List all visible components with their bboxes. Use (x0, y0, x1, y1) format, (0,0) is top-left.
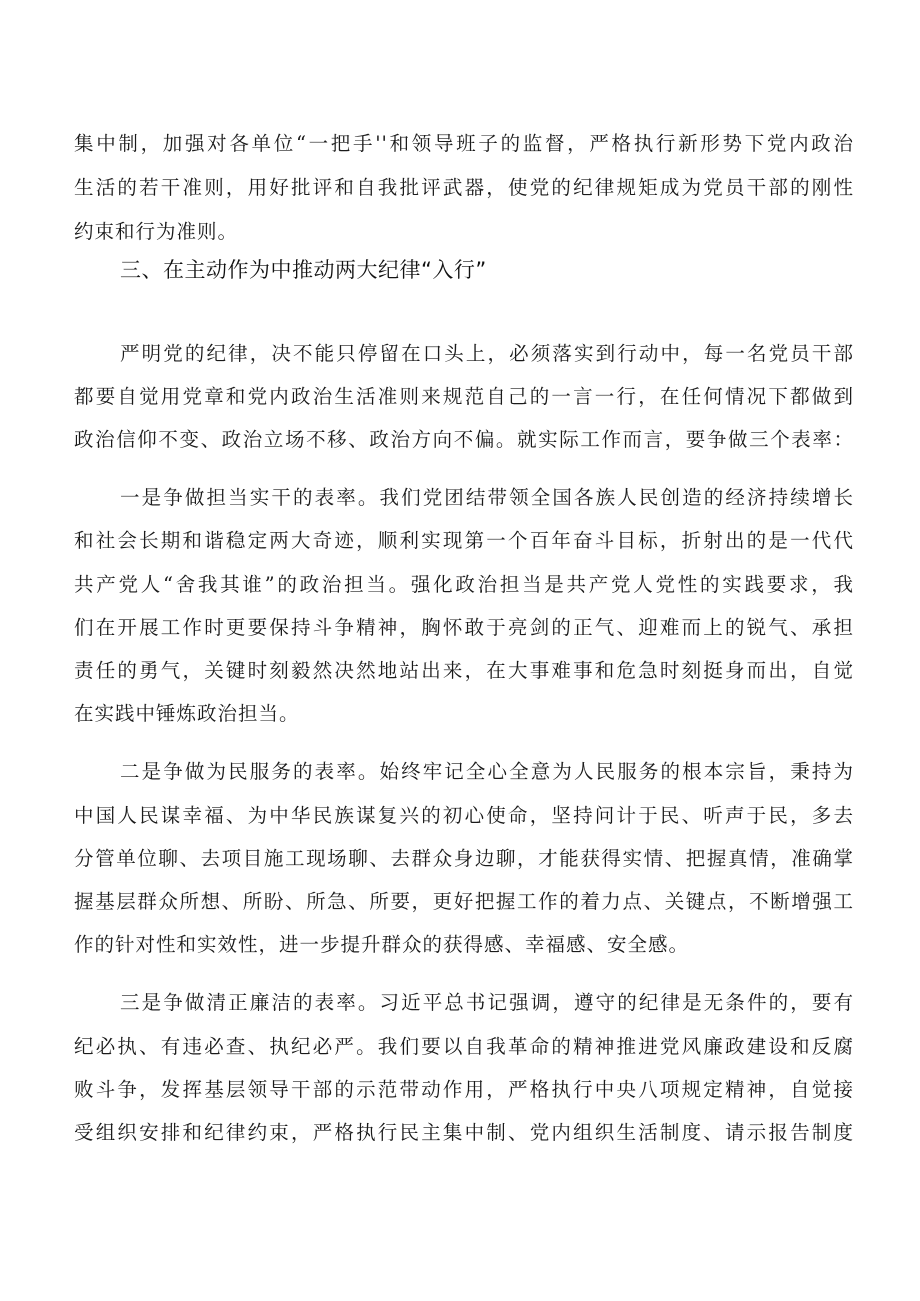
para3-line-4: 握基层群众所想、所盼、所急、所要，更好把握工作的着力点、关键点，不断增强工 (74, 890, 854, 913)
para3-line-2: 中国人民谋幸福、为中华民族谋复兴的初心使命，坚持问计于民、听声于民，多去 (74, 804, 854, 827)
para3-line-3: 分管单位聊、去项目施工现场聊、去群众身边聊，才能获得实情、把握真情，准确掌 (74, 847, 854, 870)
section-heading: 三、在主动作为中推动两大纪律“入行” (120, 258, 487, 282)
para2-line-6: 在实践中锤炼政治担当。 (74, 702, 300, 725)
para4-line-4: 受组织安排和纪律约束，严格执行民主集中制、党内组织生活制度、请示报告制度 (74, 1121, 854, 1144)
para3-line-5: 作的针对性和实效性，进一步提升群众的获得感、幸福感、安全感。 (74, 933, 690, 956)
para4-line-2: 纪必执、有违必查、执纪必严。我们要以自我革命的精神推进党风廉政建设和反腐 (74, 1035, 854, 1058)
para2-line-4: 们在开展工作时更要保持斗争精神，胸怀敢于亮剑的正气、迎难而上的锐气、承担 (74, 616, 854, 639)
para1-line-1: 严明党的纪律，决不能只停留在口头上，必须落实到行动中，每一名党员干部 (120, 342, 854, 365)
para4-line-3: 败斗争，发挥基层领导干部的示范带动作用，严格执行中央八项规定精神，自觉接 (74, 1078, 854, 1101)
para2-line-2: 和社会长期和谐稳定两大奇迹，顺利实现第一个百年奋斗目标，折射出的是一代代 (74, 529, 854, 552)
intro-line-3: 约束和行为准则。 (74, 220, 239, 243)
para1-line-3: 政治信仰不变、政治立场不移、政治方向不偏。就实际工作而言，要争做三个表率： (74, 428, 854, 451)
para4-line-1: 三是争做清正廉洁的表率。习近平总书记强调，遵守的纪律是无条件的，要有 (120, 991, 854, 1014)
para2-line-1: 一是争做担当实干的表率。我们党团结带领全国各族人民创造的经济持续增长 (120, 486, 854, 509)
para2-line-5: 责任的勇气，关键时刻毅然决然地站出来，在大事难事和危急时刻挺身而出，自觉 (74, 659, 854, 682)
para1-line-2: 都要自觉用党章和党内政治生活准则来规范自己的一言一行，在任何情况下都做到 (74, 385, 854, 408)
intro-line-1: 集中制，加强对各单位“一把手''和领导班子的监督，严格执行新形势下党内政治 (74, 132, 854, 155)
intro-line-2: 生活的若干准则，用好批评和自我批评武器，使党的纪律规矩成为党员干部的刚性 (74, 176, 854, 199)
para3-line-1: 二是争做为民服务的表率。始终牢记全心全意为人民服务的根本宗旨，秉持为 (120, 760, 854, 783)
para2-line-3: 共产党人“舍我其谁”的政治担当。强化政治担当是共产党人党性的实践要求，我 (74, 573, 854, 596)
